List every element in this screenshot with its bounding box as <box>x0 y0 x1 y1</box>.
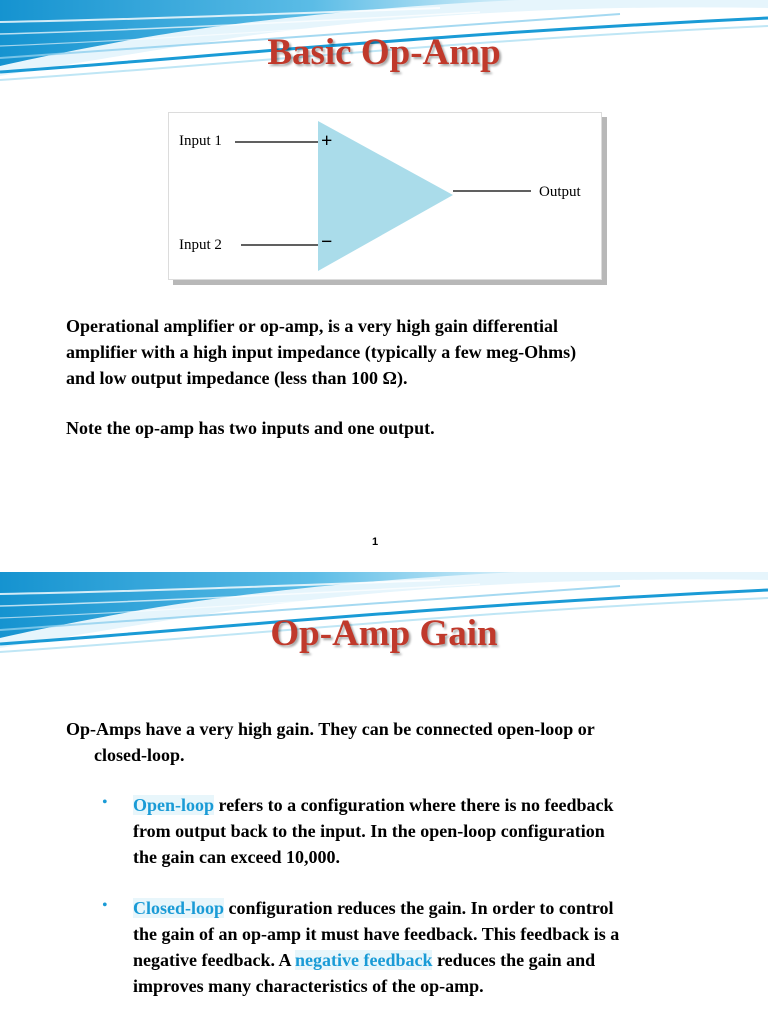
bullet-closed-loop <box>133 895 619 999</box>
op-amp-diagram <box>168 112 602 280</box>
term-negative-feedback: negative feedback <box>295 950 433 970</box>
minus-sign: − <box>321 231 333 253</box>
bullet-line: improves many characteristics of the op-amp. <box>133 976 484 996</box>
plus-sign: + <box>321 130 333 152</box>
term-open-loop: Open-loop <box>133 795 215 815</box>
term-closed-loop: Closed-loop <box>133 898 225 918</box>
op-amp-schematic <box>169 113 601 279</box>
bullet-icon: • <box>102 897 108 914</box>
page-number: 1 <box>372 536 379 548</box>
slide-title: Basic Op-Amp <box>267 32 501 73</box>
input2-label: Input 2 <box>179 237 222 253</box>
intro-line: Op-Amps have a very high gain. They can be connected open-loop or <box>66 719 595 739</box>
bullet-text: reduces the gain and <box>432 950 596 970</box>
description-line: and low output impedance (less than 100 Ω). <box>66 368 408 388</box>
bullet-text: refers to a configuration where there is no feedback <box>214 795 614 815</box>
intro-line: closed-loop. <box>94 745 185 765</box>
output-label: Output <box>539 184 581 200</box>
bullet-line: the gain can exceed 10,000. <box>133 847 340 867</box>
bullet-text: configuration reduces the gain. In order to control <box>224 898 614 918</box>
description-line: amplifier with a high input impedance (typically a few meg-Ohms) <box>66 342 577 362</box>
slide-2 <box>0 572 768 1024</box>
bullet-line <box>133 895 619 921</box>
note-paragraph: Note the op-amp has two inputs and one output. <box>66 418 435 438</box>
bullet-line: from output back to the input. In the open-loop configuration <box>133 821 605 841</box>
bullet-line <box>133 792 613 818</box>
input1-label: Input 1 <box>179 133 222 149</box>
intro-paragraph <box>66 716 595 768</box>
slide-title: Op-Amp Gain <box>270 613 498 654</box>
description-paragraph <box>66 313 576 391</box>
bullet-icon: • <box>102 794 108 811</box>
bullet-line <box>133 947 619 973</box>
bullet-line: the gain of an op-amp it must have feedback. This feedback is a <box>133 924 620 944</box>
op-amp-triangle <box>318 121 453 271</box>
description-line: Operational amplifier or op-amp, is a very high gain differential <box>66 316 558 336</box>
bullet-text: negative feedback. A <box>133 950 295 970</box>
bullet-open-loop <box>133 792 613 870</box>
